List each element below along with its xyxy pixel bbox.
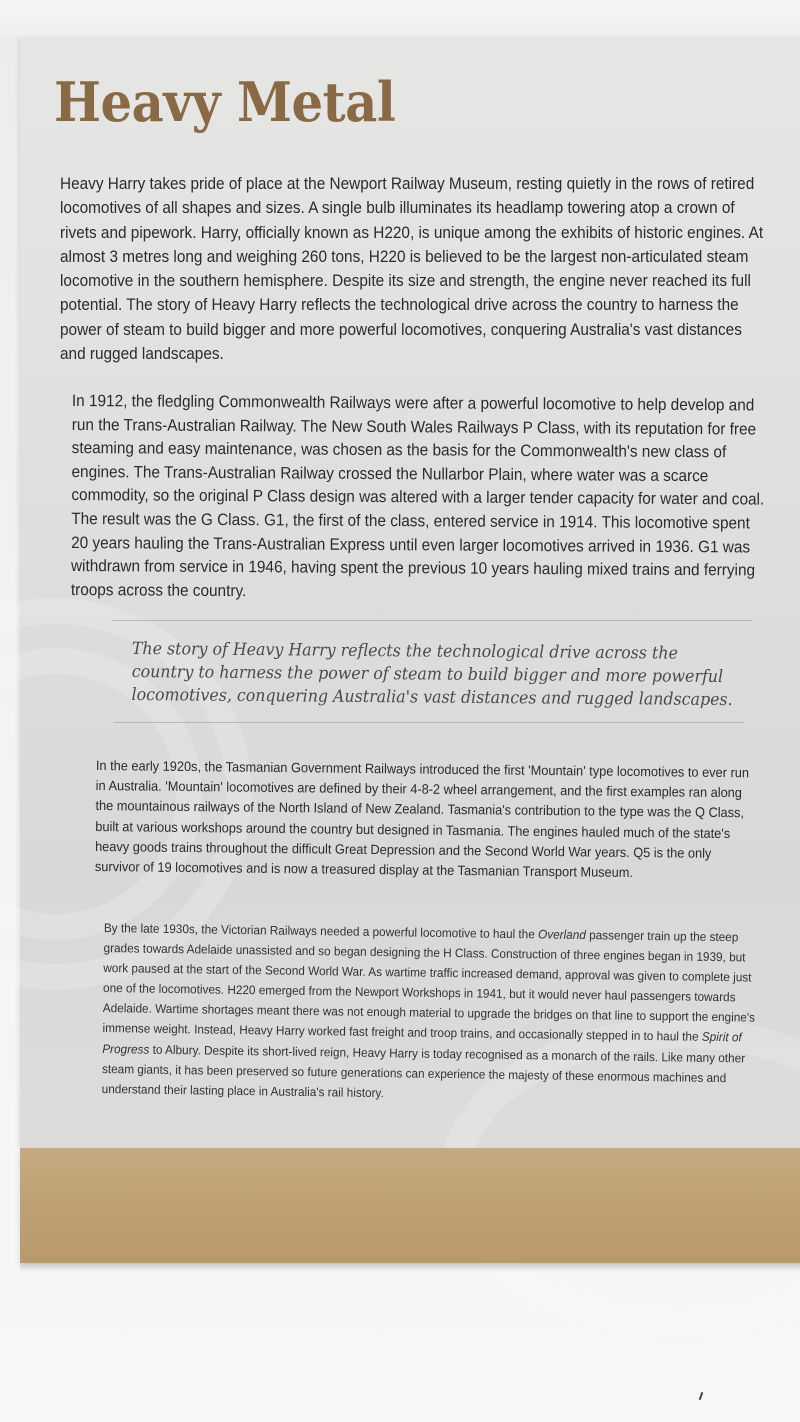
spirit-title: Spirit of Progress xyxy=(102,1030,742,1057)
background-wall xyxy=(0,0,800,38)
panel-base-band xyxy=(20,1148,800,1263)
victoria-text-1: By the late 1930s, the Victorian Railways needed a powerful locomotive to haul the xyxy=(103,920,539,942)
panel-shadow xyxy=(20,1263,800,1273)
overland-title: Overland xyxy=(538,927,586,943)
panel-title: Heavy Metal xyxy=(54,70,396,134)
victoria-text-3: to Albury. Despite its short-lived reign, Heavy Harry is today recognised as a monarch of the rails. Like many other steam giants, it has been preserved so future generations can experience the majesty of these enormous machines and understand their lasting place in Australia's rail history. xyxy=(101,1042,746,1100)
tasmania-paragraph: In the early 1920s, the Tasmanian Government Railways introduced the first 'Mountain' type locomotives to ever run in Australia. 'Mountain' locomotives are defined by their 4-8-2 wheel arrangement, and the first examples ran along the mountainous railways of the North Island of New Zealand. Tasmania's contribution to the type was the Q Class, built at various workshops around the country but designed in Tasmania. The engines hauled much of the state's heavy goods trains throughout the difficult Great Depression and the Second World War years. Q5 is the only survivor of 19 locomotives and is now a treasured display at the Tasmanian Transport Museum. xyxy=(94,757,750,881)
intro-paragraph: Heavy Harry takes pride of place at the Newport Railway Museum, resting quietly in the rows of retired locomotives of all shapes and sizes. A single bulb illuminates its headlamp towering atop a crown of rivets and pipework. Harry, officially known as H220, is unique among the exhibits of historic engines. At almost 3 metres long and weighing 260 tons, H220 is believed to be the largest non-articulated steam locomotive in the southern hemisphere. Despite its size and strength, the engine never reached its full potential. The story of Heavy Harry reflects the technological drive across the country to harness the power of steam to build bigger and more powerful locomotives, conquering Australia's vast distances and rugged landscapes. xyxy=(60,175,764,364)
pull-quote: The story of Heavy Harry reflects the technological drive across the country to harness the power of steam to build bigger and more powerful locomotives, conquering Australia's vast distances and rugged landscapes. xyxy=(131,638,733,711)
commonwealth-paragraph: In 1912, the fledgling Commonwealth Railways were after a powerful locomotive to help develop and run the Trans-Australian Railway. The New South Wales Railways P Class, with its reputation for free steaming and easy maintenance, was chosen as the basis for the Commonwealth's new class of engines. The Trans-Australian Railway crossed the Nullarbor Plain, where water was a scarce commodity, so the original P Class design was altered with a larger tender capacity for water and coal. The result was the G Class. G1, the first of the class, entered service in 1914. This locomotive spent 20 years hauling the Trans-Australian Express until even larger locomotives arrived in 1936. G1 was withdrawn from service in 1946, having spent the previous 10 years hauling mixed trains and ferrying troops across the country. xyxy=(70,391,765,600)
victoria-paragraph xyxy=(102,918,760,1108)
quote-divider-top xyxy=(112,620,752,621)
quote-divider-bottom xyxy=(114,722,744,723)
floor-speck xyxy=(699,1392,704,1400)
victoria-text-2: passenger train up the steep grades towards Adelaide unassisted and so began designing the H Class. Construction of three engines began in 1939, but work paused at the start of the Second World War. As wartime traffic increased demand, approval was given to complete just one of the locomotives. H220 emerged from the Newport Workshops in 1941, but it would never haul passengers towards Adelaide. Wartime shortages meant there was not enough material to upgrade the bridges on that line to support the engine's immense weight. Instead, Heavy Harry worked fast freight and troop trains, and occasionally stepped in to haul the xyxy=(102,928,756,1045)
